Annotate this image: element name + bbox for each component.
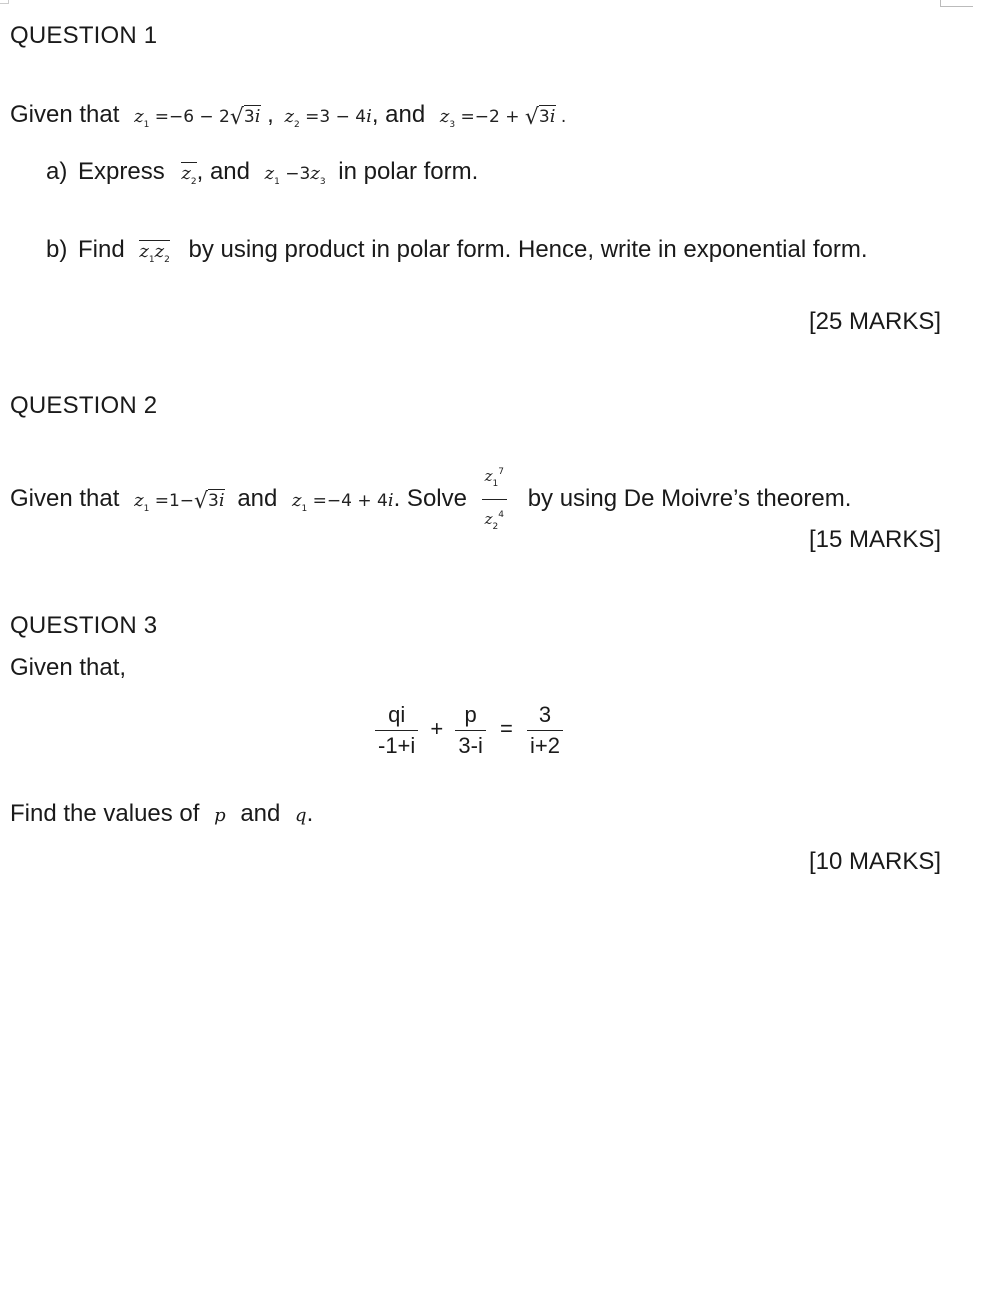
de-moivre-text: by using De Moivre’s theorem. [527,484,852,512]
question-1-heading: QUESTION 1 [10,22,158,49]
z1-definition: $z_1 =1-√3i$ [134,488,225,514]
intro-text: Given that [10,101,120,128]
part-label: b) [46,236,68,263]
and-text: , and [196,158,250,185]
intro-text: Given that [10,484,120,512]
variable-q: q [295,805,307,826]
page-corner-mark [940,0,973,7]
and-text: , and [371,101,426,128]
question-3-heading: QUESTION 3 [10,612,158,639]
z3-definition: $z_3 =-2 + √3i$ . [439,105,567,130]
fraction-3: $\frac{3}{i+2}$ [527,700,563,761]
question-1-intro: Given that $z_1 =-6 - 2√3i$ , $z_2 =3 - 4i$, and $z_3 =-2 + √3i$ . [10,101,567,130]
z1-minus-3z3: $z_1 -3z_3$ [264,163,326,187]
z2-definition: $z_2 =3 - 4i$ [284,106,372,130]
part-b-instruction: by using product in polar form. Hence, write in exponential form. [188,236,868,263]
question-3-find [10,799,313,831]
z1-7-over-z2-4: $\frac{z_1^7}{z_2^4}$ [482,457,507,542]
question-3-intro: Given that, [10,654,127,681]
question-1-part-a [46,157,478,197]
z1-second-definition: $z_1 =-4 + 4i$ [292,489,394,514]
page-corner-mark [0,0,9,4]
question-2-body [10,457,851,542]
fraction-p: $\frac{p}{3-i}$ [455,700,485,761]
plus-sign: + [430,716,444,742]
find-text: Find the values of [10,800,200,827]
question-1-part-b [46,235,867,275]
z2-conjugate: $z_2$ [181,163,197,187]
question-3-equation [375,700,563,761]
express-text: Express [78,158,165,185]
part-label: a) [46,158,68,185]
and-text: and [240,800,281,827]
period: . [306,800,314,827]
variable-p: p [214,805,226,826]
question-2-marks: [15 MARKS] [808,526,941,553]
equals-sign: = [499,716,513,742]
z1-definition: $z_1 =-6 - 2√3i$ [134,105,261,130]
polar-form-text: in polar form. [338,158,479,185]
fraction-qi: $\frac{qi}{-1+i}$ [375,700,418,761]
and-text: and [237,484,278,512]
question-3-marks: [10 MARKS] [808,848,941,875]
question-1-marks: [25 MARKS] [808,308,941,335]
question-2-heading: QUESTION 2 [10,392,158,419]
z1z2-conjugate: $z_1z_2$ [139,241,170,265]
solve-text: . Solve [393,484,467,512]
find-text: Find [78,236,125,263]
